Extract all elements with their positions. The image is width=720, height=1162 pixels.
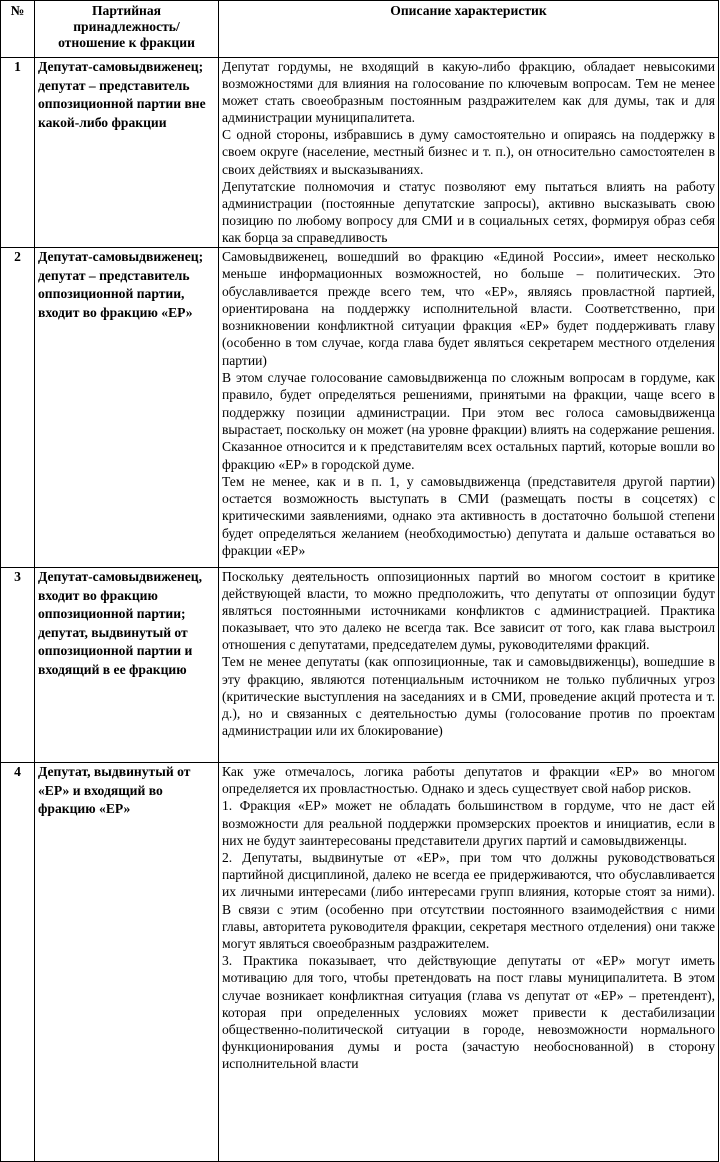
table-row (1, 568, 719, 763)
header-description: Описание характеристик (219, 1, 719, 58)
row-number: 1 (1, 58, 35, 248)
row-number: 4 (1, 763, 35, 1162)
description-paragraph: Депутат гордумы, не входящий в какую-либо фракцию, обладает невысокими возможностями для влияния на голосование по ключевым вопросам. Тем не менее может стать своеобразным постоянным раздражителем как для думы, так и для администрации муниципалитета. (222, 59, 715, 126)
row-affiliation: Депутат, выдвинутый от «ЕР» и входящий во фракцию «ЕР» (35, 763, 219, 1162)
row-number: 3 (1, 568, 35, 763)
row-affiliation: Депутат-самовыдвиженец; депутат – представитель оппозиционной партии, входит во фракцию «ЕР» (35, 248, 219, 568)
description-paragraph: 2. Депутаты, выдвинутые от «ЕР», при том что должны руководствоваться партийной дисциплиной, далеко не всегда ее придерживаются, что обуславливается их личными интересами (либо интересами групп влияния, которые стоят за ними). В связи с этим (особенно при отсутствии постоянного взаимодействия с ними главы, авторитета руководителя фракции, секретаря местного отделения) они также могут являться своеобразным раздражителем. (222, 850, 715, 952)
description-paragraph: Тем не менее депутаты (как оппозиционные, так и самовыдвиженцы), вошедшие в эту фракцию, являются потенциальным источником не только публичных угроз (критические выступления на заседаниях и в СМИ, проведение акций протеста и т. д.), но и связанных с деятельностью думы (голосование против по проектам администрации или их блокирование) (222, 654, 715, 738)
description-paragraph: С одной стороны, избравшись в думу самостоятельно и опираясь на поддержку в своем округе (население, местный бизнес и т. п.), он относительно самостоятелен в своих действиях и высказываниях. (222, 127, 715, 177)
description-paragraph: 1. Фракция «ЕР» может не обладать большинством в гордуме, что не даст ей возможности для реальной поддержки промзерских проектов и инициатив, если в них не будут заинтересованы представители других партий и самовыдвиженцы. (222, 798, 715, 848)
table-header-row (1, 1, 719, 58)
table-row (1, 763, 719, 1162)
row-description (219, 248, 719, 568)
description-paragraph: Как уже отмечалось, логика работы депутатов и фракции «ЕР» во многом определяется их провластностью. Однако и здесь существует свой набор рисков. (222, 764, 715, 797)
row-description (219, 568, 719, 763)
row-affiliation: Депутат-самовыдвиженец, входит во фракцию оппозиционной партии; депутат, выдвинутый от оппозиционной партии и входящий в ее фракцию (35, 568, 219, 763)
description-paragraph: 3. Практика показывает, что действующие депутаты от «ЕР» могут иметь мотивацию для того, чтобы претендовать на пост главы муниципалитета. В этом случае возникает конфликтная ситуация (глава vs депутат от «ЕР» – претендент), которая при определенных условиях может привести к дестабилизации общественно-политической ситуации в городе, невозможности нормального функционирования думы и роста (зачастую необоснованной) в сторону исполнительной власти (222, 953, 715, 1072)
row-description (219, 58, 719, 248)
header-affiliation: Партийная принадлежность/ отношение к фракции (35, 1, 219, 58)
row-description (219, 763, 719, 1162)
description-paragraph: В этом случае голосование самовыдвиженца по сложным вопросам в гордуме, как правило, будет определяться решениями, принятыми на фракции, чаще всего в поддержку позиции администрации. При этом вес голоса самовыдвиженца вырастает, поскольку он может (на уровне фракции) влиять на содержание решения. Сказанное относится и к представителям всех остальных партий, которые вошли во фракцию «ЕР» в городской думе. (222, 370, 715, 472)
description-paragraph: Тем не менее, как и в п. 1, у самовыдвиженца (представителя другой партии) остается возможность выступать в СМИ (размещать посты в соцсетях) с критическими заявлениями, однако эта активность в достаточно большой степени будет определяться желанием (необходимостью) депутата и дальше оставаться во фракции «ЕР» (222, 473, 715, 559)
description-paragraph: Поскольку деятельность оппозиционных партий во многом состоит в критике действующей власти, то можно предположить, что депутаты от оппозиции будут являться постоянными источниками конфликтов с администрацией. Практика показывает, что это далеко не всегда так. Все зависит от того, как глава выстроил отношения с депутатами, председателем думы, руководителями фракций. (222, 569, 715, 653)
description-paragraph: Депутатские полномочия и статус позволяют ему пытаться влиять на работу администрации (постоянные депутатские запросы), активно высказывать свою позицию по любому вопросу для СМИ и в социальных сетях, формируя образ себя как борца за справедливость (222, 178, 715, 245)
row-number: 2 (1, 248, 35, 568)
row-affiliation: Депутат-самовыдвиженец; депутат – представитель оппозиционной партии вне какой-либо фракции (35, 58, 219, 248)
table-row (1, 248, 719, 568)
header-number: № (1, 1, 35, 58)
description-paragraph: Самовыдвиженец, вошедший во фракцию «Единой России», имеет несколько меньше информационных возможностей, но больше – политических. Это обуславливается прежде всего тем, что «ЕР», являясь провластной партией, ориентирована на поддержку исполнительной власти. Соответственно, при возникновении конфликтной ситуации фракция «ЕР» будет поддерживать главу (особенно в том случае, когда глава будет являться секретарем местного отделения партии) (222, 249, 715, 368)
table-row (1, 58, 719, 248)
